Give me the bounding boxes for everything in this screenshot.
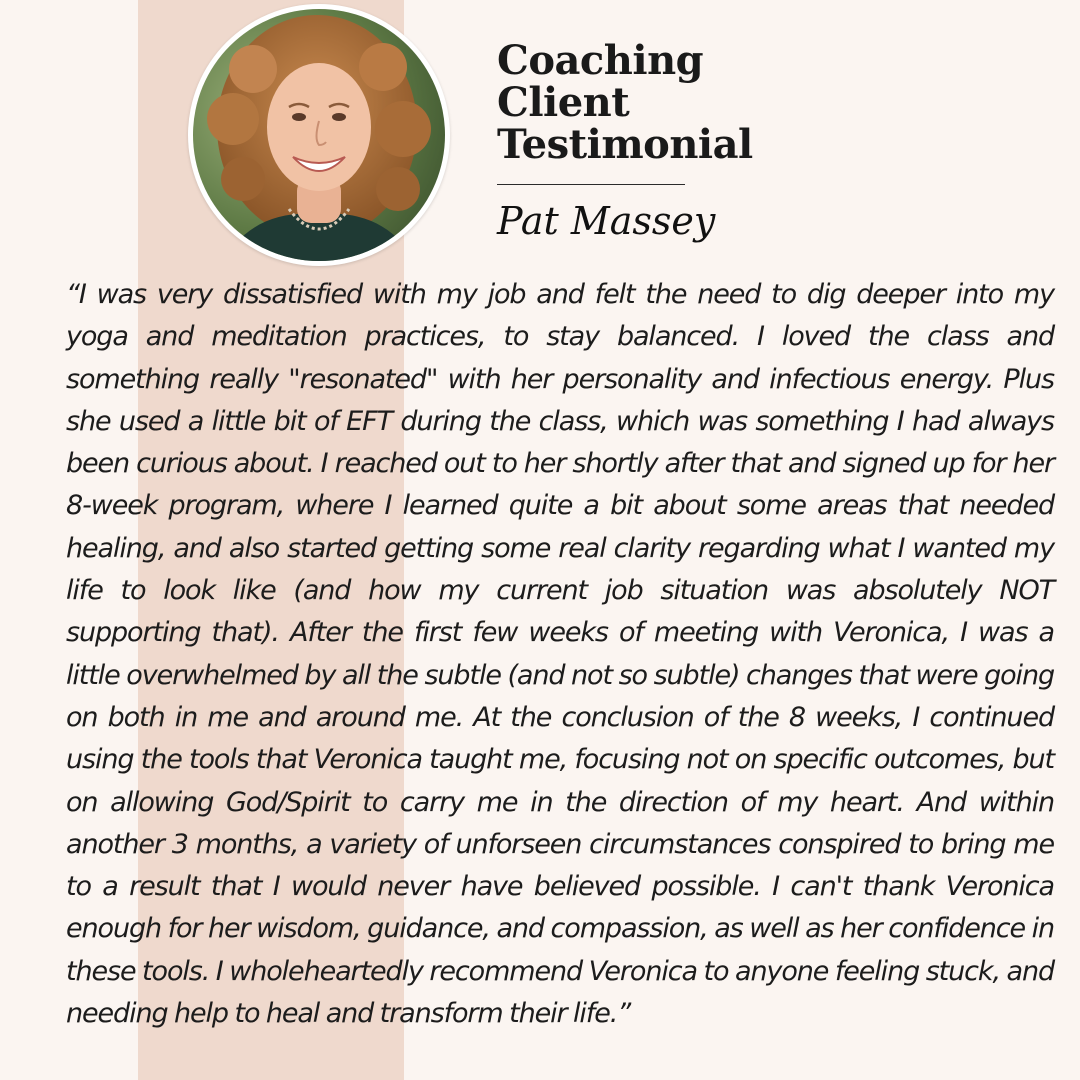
client-photo [188, 4, 450, 266]
testimonial-quote: “I was very dissatisfied with my job and felt the need to dig deeper into my yoga and meditation practices, to stay balanced. I loved the class and something really "resonated" with her personality and infectious energy. Plus she used a little bit of EFT during the class, which was something I had always been curious about. I reached out to her shortly after that and signed up for her 8-week program, where I learned quite a bit about some areas that needed healing, and also started getting some real clarity regarding what I wanted my life to look like (and how my current job situation was absolutely NOT supporting that). After the first few weeks of meeting with Veronica, I was a little overwhelmed by all the subtle (and not so subtle) changes that were going on both in me and around me. At the conclusion of the 8 weeks, I continued using the tools that Veronica taught me, focusing not on specific outcomes, but on allowing God/Spirit to carry me in the direction of my heart. And within another 3 months, a variety of unforseen circumstances conspired to bring me to a result that I would never have believed possible. I can't thank Veronica enough for her wisdom, guidance, and compassion, as well as her confidence in these tools. I wholeheartedly recommend Veronica to anyone feeling stuck, and needing help to heal and transform their life.” [66, 279, 1054, 1030]
client-name: Pat Massey [497, 199, 716, 243]
title-line-1: Coaching [497, 37, 704, 84]
title-line-2: Client [497, 79, 630, 126]
page-title [497, 37, 797, 168]
client-portrait-image [193, 9, 445, 261]
title-line-3: Testimonial [497, 121, 753, 168]
title-divider [497, 184, 685, 185]
